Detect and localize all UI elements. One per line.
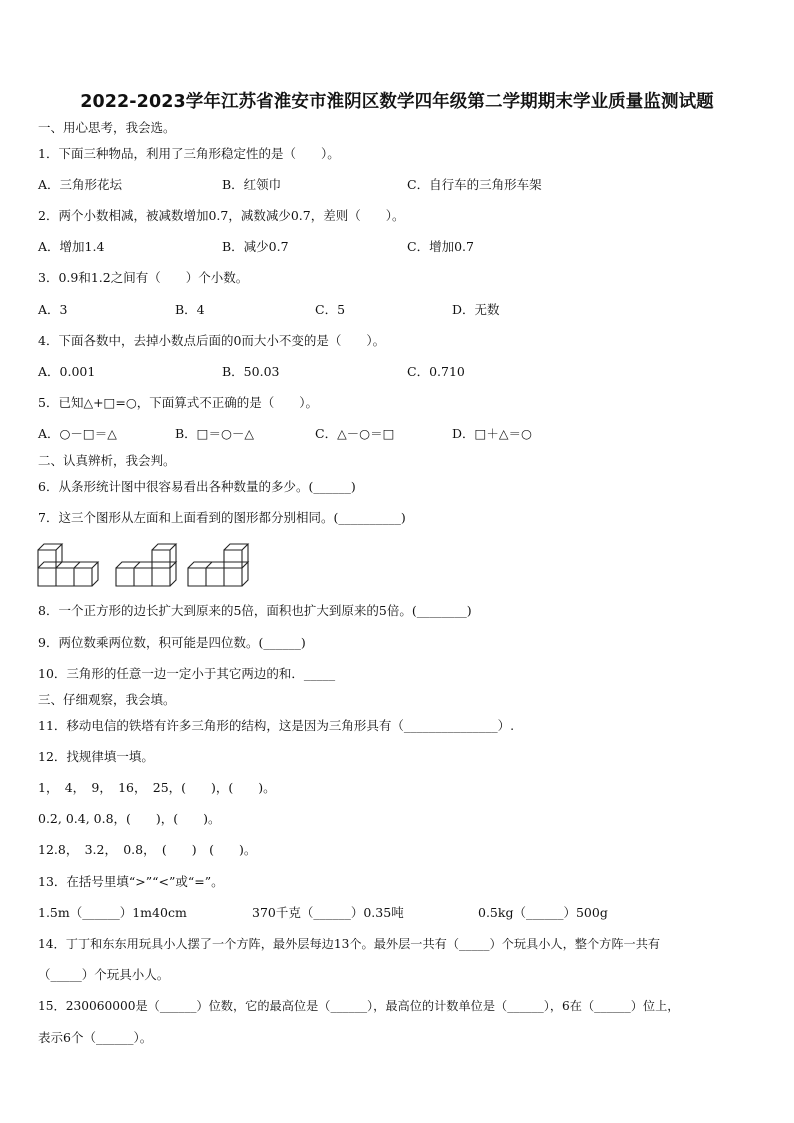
question-3: 3．0.9和1.2之间有（ ）个小数。 [38,270,249,285]
q2-option-b: B．减少0.7 [222,239,289,254]
question-13: 13．在括号里填“>”“<”或“=”。 [38,874,224,889]
question-9: 9．两位数乘两位数，积可能是四位数。(______) [38,635,306,650]
q4-option-b: B．50.03 [222,364,280,379]
q5-option-a: A．○－□＝△ [38,426,117,441]
q5-option-b: B．□＝○－△ [175,426,255,441]
q3-option-a: A．3 [38,302,68,317]
question-11: 11．移动电信的铁塔有许多三角形的结构，这是因为三角形具有（_______________）. [38,718,515,733]
q4-option-a: A．0.001 [38,364,96,379]
q1-option-a: A．三角形花坛 [38,177,123,192]
q5-option-d: D．□＋△＝○ [452,426,532,441]
cube-figure-1 [38,544,98,586]
question-8: 8．一个正方形的边长扩大到原来的5倍，面积也扩大到原来的5倍。(________) [38,603,472,618]
question-5: 5．已知△+□=○，下面算式不正确的是（ ）。 [38,395,318,410]
q2-option-c: C．增加0.7 [407,239,474,254]
q3-option-b: B．4 [175,302,205,317]
q13-item-1: 1.5m（______）1m40cm [38,905,187,920]
question-4: 4．下面各数中，去掉小数点后面的0而大小不变的是（ ）。 [38,333,386,348]
question-15-line-1: 15．230060000是（______）位数，它的最高位是（______），最高位的计数单位是（______），6在（______）位上， [38,999,680,1013]
q3-option-c: C．5 [315,302,346,317]
question-6: 6．从条形统计图中很容易看出各种数量的多少。(______) [38,479,356,494]
cube-figure-3 [188,544,248,586]
question-12: 12．找规律填一填。 [38,749,154,764]
question-14-line-2: （_____）个玩具小人。 [38,967,170,982]
q1-option-c: C．自行车的三角形车架 [407,177,542,192]
q12-sequence-1: 1， 4， 9， 16， 25，( )，( )。 [38,780,276,795]
question-14-line-1: 14．丁丁和东东用玩具小人摆了一个方阵，最外层每边13个。最外层一共有（_____）个玩具小人，整个方阵一共有 [38,937,661,951]
section-heading-2: 二、认真辨析，我会判。 [38,453,176,468]
page-title: 2022-2023学年江苏省淮安市淮阴区数学四年级第二学期期末学业质量监测试题 [80,92,714,112]
cube-figures [36,538,256,588]
question-15-line-2: 表示6个（______）。 [38,1030,153,1045]
section-heading-1: 一、用心思考，我会选。 [38,120,176,135]
question-1: 1．下面三种物品，利用了三角形稳定性的是（ ）。 [38,146,340,161]
q2-option-a: A．增加1.4 [38,239,105,254]
q13-item-3: 0.5kg（______）500g [478,905,608,920]
q12-sequence-2: 0.2, 0.4, 0.8，( )，( )。 [38,811,221,826]
question-2: 2．两个小数相减，被减数增加0.7，减数减少0.7，差则（ ）。 [38,208,405,223]
q3-option-d: D．无数 [452,302,500,317]
cube-figure-2 [116,544,176,586]
question-7: 7．这三个图形从左面和上面看到的图形都分别相同。(__________) [38,510,406,525]
q13-item-2: 370千克（______）0.35吨 [252,905,404,920]
q1-option-b: B．红领巾 [222,177,282,192]
q4-option-c: C．0.710 [407,364,465,379]
section-heading-3: 三、仔细观察，我会填。 [38,692,176,707]
q5-option-c: C．△－○＝□ [315,426,395,441]
question-10: 10．三角形的任意一边一定小于其它两边的和．_____ [38,666,336,681]
q12-sequence-3: 12.8， 3.2， 0.8， ( ) ( )。 [38,842,257,857]
